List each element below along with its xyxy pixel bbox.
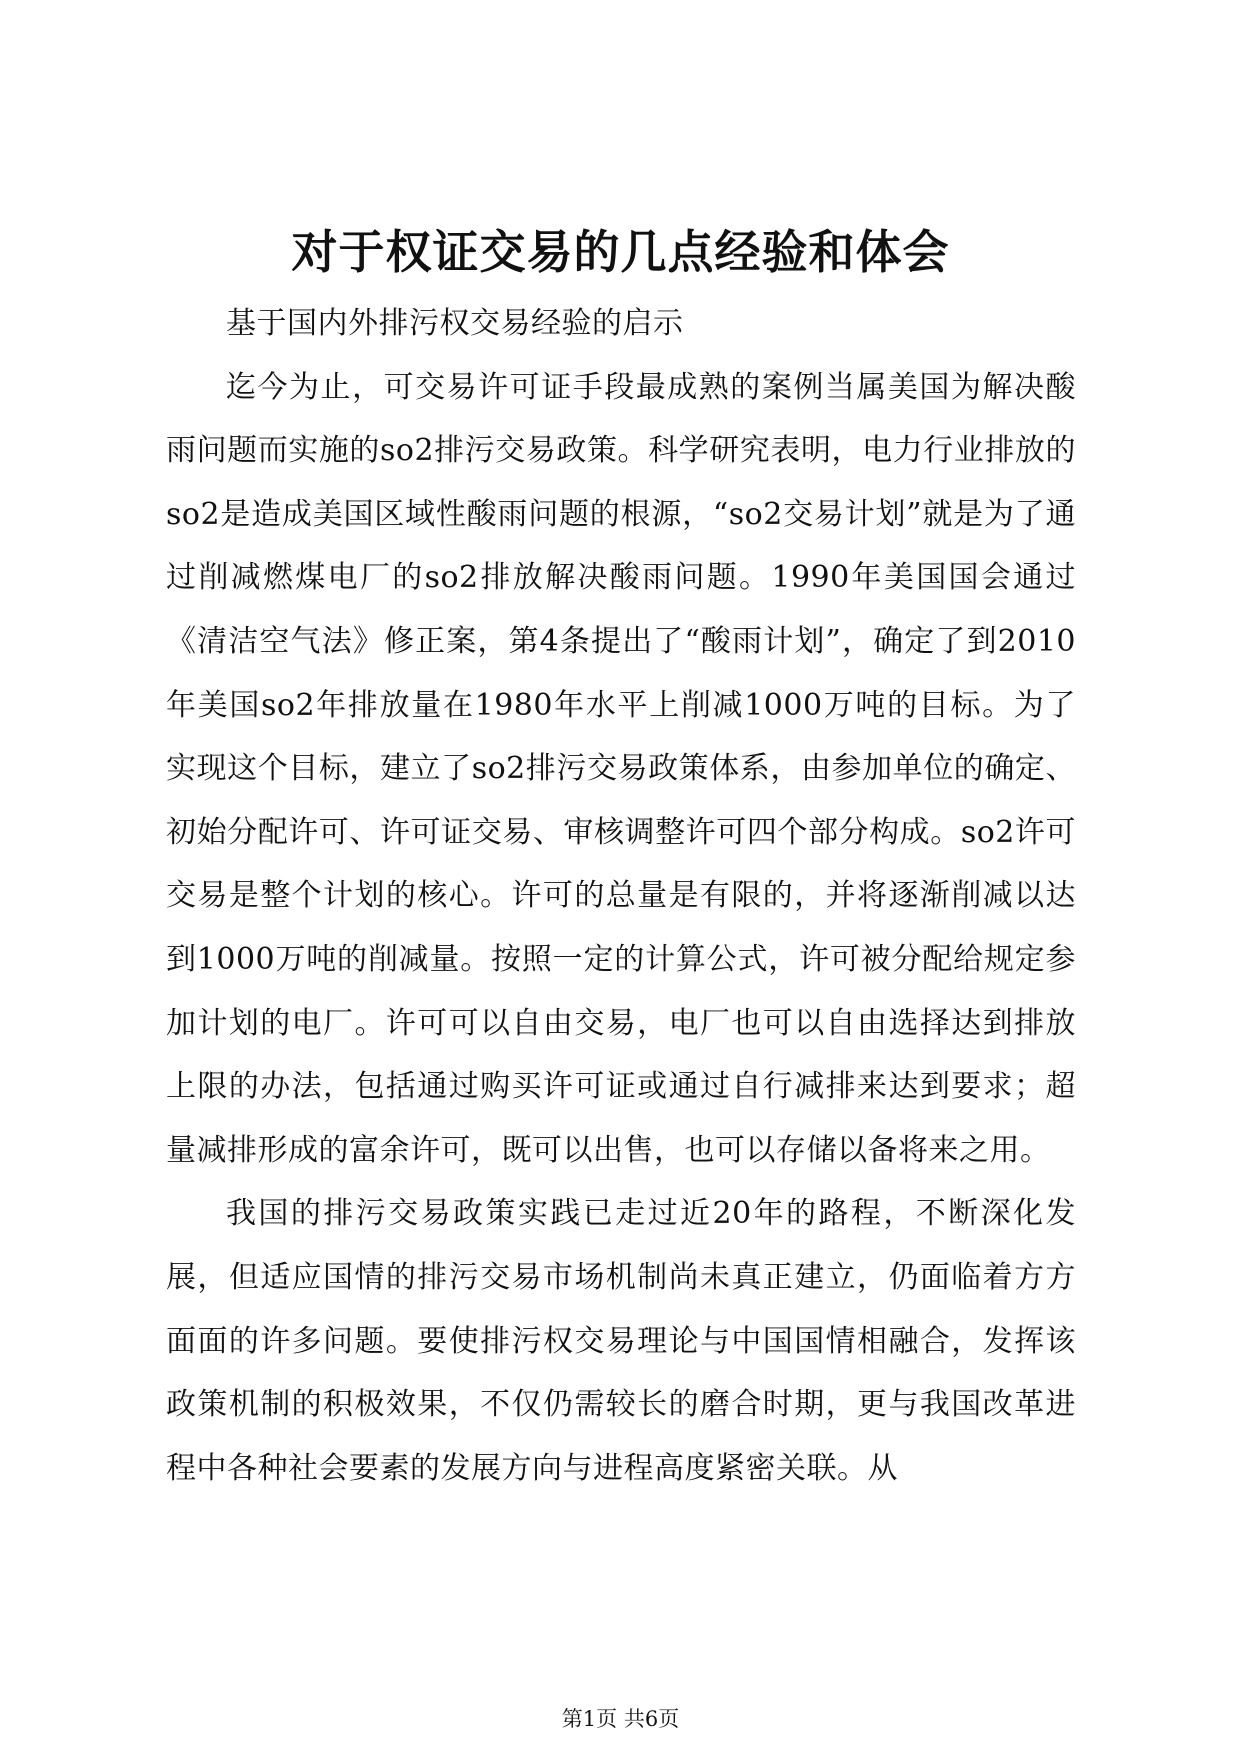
body-paragraph: 迄今为止，可交易许可证手段最成熟的案例当属美国为解决酸雨问题而实施的so2排污交易政策。科学研究表明，电力行业排放的so2是造成美国区域性酸雨问题的根源，“so2交易计划”就是为了通过削减燃煤电厂的so2排放解决酸雨问题。1990年美国国会通过《清洁空气法》修正案，第4条提出了“酸雨计划”，确定了到2010年美国so2年排放量在1980年水平上削减1000万吨的目标。为了实现这个目标，建立了so2排污交易政策体系，由参加单位的确定、初始分配许可、许可证交易、审核调整许可四个部分构成。so2许可交易是整个计划的核心。许可的总量是有限的，并将逐渐削减以达到1000万吨的削减量。按照一定的计算公式，许可被分配给规定参加计划的电厂。许可可以自由交易，电厂也可以自由选择达到排放上限的办法，包括通过购买许可证或通过自行减排来达到要求；超量减排形成的富余许可，既可以出售，也可以存储以备将来之用。 xyxy=(166,369,1076,1168)
document-title: 对于权证交易的几点经验和体会 xyxy=(291,225,950,279)
document-body xyxy=(166,292,1076,1500)
body-paragraph: 我国的排污交易政策实践已走过近20年的路程，不断深化发展，但适应国情的排污交易市场机制尚未真正建立，仍面临着方方面面的许多问题。要使排污权交易理论与中国国情相融合，发挥该政策机制的积极效果，不仅仍需较长的磨合时期，更与我国改革进程中各种社会要素的发展方向与进程高度紧密关联。从 xyxy=(166,1196,1076,1486)
subtitle-paragraph: 基于国内外排污权交易经验的启示 xyxy=(226,306,684,341)
page-number-footer: 第1页 共6页 xyxy=(561,1707,680,1731)
